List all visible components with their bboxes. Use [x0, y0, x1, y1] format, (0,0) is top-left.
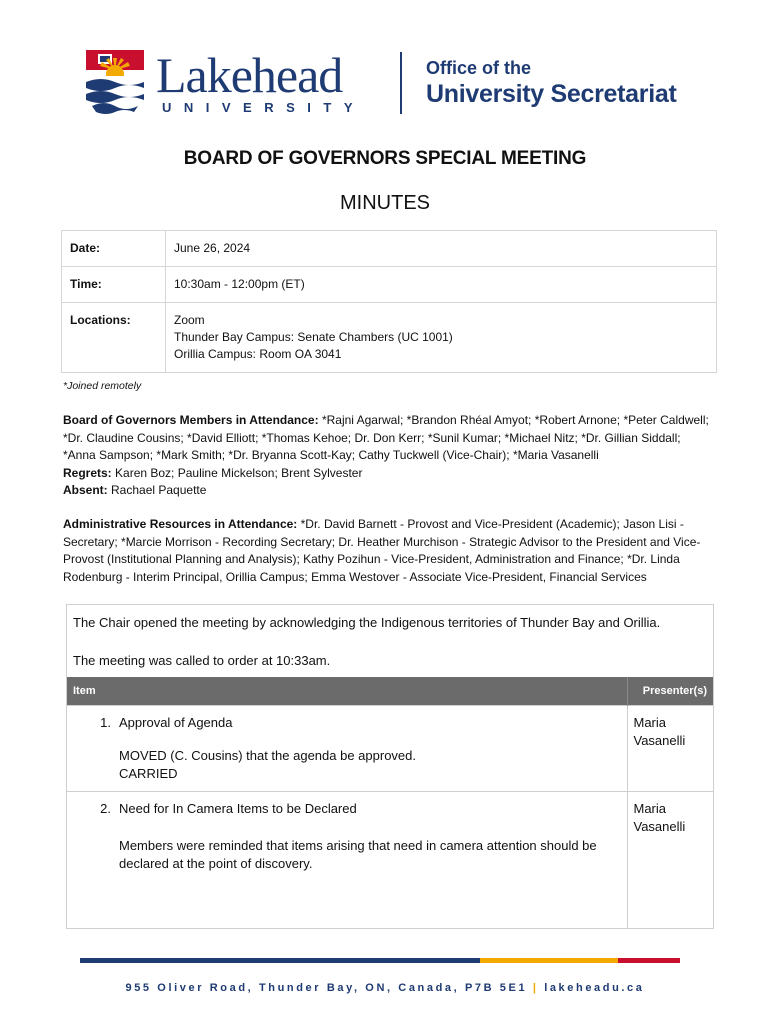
- locations-row: [62, 303, 717, 373]
- time-row: [62, 267, 717, 303]
- agenda-item-number: 2.: [67, 791, 117, 929]
- office-line1: Office of the: [426, 58, 532, 78]
- members-paragraph: [63, 412, 715, 465]
- members-label: Board of Governors Members in Attendance:: [63, 413, 319, 427]
- agenda-header-row: [67, 677, 713, 705]
- lakehead-shield-icon: [84, 50, 146, 116]
- admin-label: Administrative Resources in Attendance:: [63, 517, 298, 531]
- agenda-item-motion: MOVED (C. Cousins) that the agenda be approved.: [119, 747, 416, 763]
- document-title: BOARD OF GOVERNORS SPECIAL MEETING: [183, 148, 587, 169]
- date-value: June 26, 2024: [166, 231, 717, 267]
- agenda-item-title: Need for In Camera Items to be Declared: [119, 800, 357, 816]
- opening-acknowledgement: The Chair opened the meeting by acknowledging the Indigenous territories of Thunder Bay and Orillia.: [73, 615, 661, 630]
- document-subtitle: MINUTES: [340, 192, 430, 214]
- header-divider: [400, 52, 402, 114]
- agenda-row: [67, 791, 713, 929]
- admin-section: [63, 516, 715, 586]
- agenda-item-title: Approval of Agenda: [119, 714, 233, 730]
- members-list: *Rajni Agarwal; *Brandon Rhéal Amyot; *Robert Arnone; *Peter Caldwell; *Dr. Claudine Cousins; *David Elliott; *Thomas Kehoe; Dr. Don Kerr; *Sunil Kumar; *Michael Nitz; *Dr. Gillian Siddall; *Anna Sampson; *Mark Smith; *Dr. Bryanna Scott-Kay; Cathy Tuckwell (Vice-Chair); *Maria Vasanelli: [63, 413, 709, 462]
- absent-label: Absent:: [63, 483, 108, 497]
- date-row: [62, 231, 717, 267]
- agenda-item-note: Members were reminded that items arising that need in camera attention should be declared at the point of discovery.: [119, 837, 597, 871]
- agenda-item-description: [117, 791, 627, 929]
- agenda-table: [67, 677, 713, 929]
- agenda-row: [67, 705, 713, 791]
- meeting-info-table: [61, 230, 717, 373]
- regrets-label: Regrets:: [63, 465, 112, 480]
- locations-label: Locations:: [62, 303, 166, 373]
- attendance-section: [63, 412, 715, 500]
- office-line2: University Secretariat: [426, 80, 677, 108]
- time-value: 10:30am - 12:00pm (ET): [166, 267, 717, 303]
- location-item: Orillia Campus: Room OA 3041: [174, 347, 342, 361]
- page-header: [84, 48, 704, 120]
- item-column-header: Item: [67, 677, 627, 705]
- location-item: Thunder Bay Campus: Senate Chambers (UC 1001): [174, 330, 453, 344]
- regrets-list: Karen Boz; Pauline Mickelson; Brent Sylvester: [111, 465, 363, 480]
- footer-separator: |: [532, 982, 539, 994]
- date-label: Date:: [62, 231, 166, 267]
- minutes-box: [66, 604, 714, 929]
- agenda-item-description: [117, 705, 627, 791]
- absent-list: Rachael Paquette: [107, 483, 207, 497]
- agenda-item-presenter: Maria Vasanelli: [627, 705, 713, 791]
- time-label: Time:: [62, 267, 166, 303]
- footer-website-link[interactable]: lakeheadu.ca: [544, 982, 645, 994]
- footer-color-bar: [80, 958, 680, 963]
- admin-list: *Dr. David Barnett - Provost and Vice-President (Academic); Jason Lisi - Secretary; *Marcie Morrison - Recording Secretary; Dr. Heather Murchison - Strategic Advisor to the President and Vice-Provost (Institutional Planning and Analysis); Kathy Pozihun - Vice-President, Administration and Finance; *Dr. Linda Rodenburg - Interim Principal, Orillia Campus; Emma Westover - Associate Vice-President, Financial Services: [63, 517, 701, 584]
- location-item: Zoom: [174, 313, 205, 327]
- locations-value: [166, 303, 717, 373]
- logo-wordmark: Lakehead: [156, 47, 343, 103]
- regrets-paragraph: [63, 465, 715, 483]
- agenda-item-number: 1.: [67, 705, 117, 791]
- agenda-item-presenter: Maria Vasanelli: [627, 791, 713, 929]
- presenter-column-header: Presenter(s): [627, 677, 713, 705]
- footer-address: 955 Oliver Road, Thunder Bay, ON, Canada, P7B 5E1: [125, 982, 528, 994]
- footer-contact: [0, 982, 770, 994]
- joined-remotely-note: *Joined remotely: [63, 380, 142, 392]
- agenda-item-result: CARRIED: [119, 765, 178, 781]
- call-to-order: The meeting was called to order at 10:33am.: [73, 653, 331, 668]
- logo-university: UNIVERSITY: [162, 100, 366, 115]
- absent-paragraph: [63, 482, 715, 500]
